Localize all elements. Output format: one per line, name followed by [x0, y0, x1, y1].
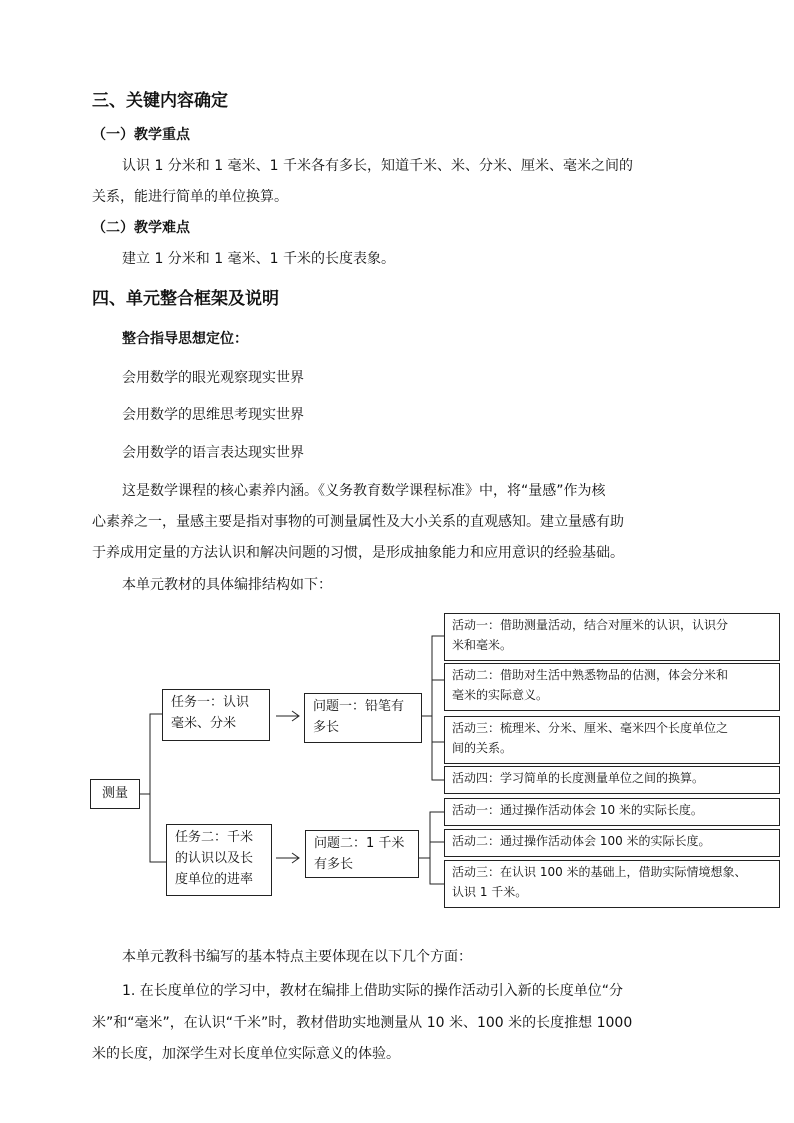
task1-activity1-line2: 米和毫米。 — [452, 638, 513, 652]
task2-activity2-line1: 活动二：通过操作活动体会 100 米的实际长度。 — [452, 834, 711, 848]
guide-title: 整合指导思想定位： — [122, 331, 248, 347]
task2-activity3-box — [444, 860, 780, 908]
task2-activity3-line1: 活动三：在认识 100 米的基础上，借助实际情境想象、 — [452, 865, 747, 879]
question2-box — [305, 830, 419, 878]
root-box-measurement — [90, 779, 140, 809]
task1-activity3-line2: 间的关系。 — [452, 741, 513, 755]
difficulty-text: 建立 1 分米和 1 毫米、1 千米的长度表象。 — [122, 251, 395, 267]
task2-label-line1: 任务二：千米 — [175, 830, 254, 845]
question1-label-line2: 多长 — [313, 720, 340, 735]
section3-heading: 三、关键内容确定 — [92, 91, 228, 111]
task1-activity4-line1: 活动四：学习简单的长度测量单位之间的换算。 — [452, 771, 705, 785]
task2-activity3-line2: 认识 1 千米。 — [452, 885, 528, 899]
task1-activity3-line1: 活动三：梳理米、分米、厘米、毫米四个长度单位之 — [452, 721, 729, 735]
task2-activity2-box — [444, 829, 780, 857]
task1-activity2-line2: 毫米的实际意义。 — [452, 688, 549, 702]
feature1-line2: 米”和“毫米”，在认识“千米”时，教材借助实地测量从 10 米、100 米的长度推想 1000 — [92, 1015, 633, 1031]
task1-activity1-line1: 活动一：借助测量活动，结合对厘米的认识，认识分 — [452, 618, 729, 632]
arrow-task1 — [276, 711, 299, 721]
bracket-q1 — [422, 636, 444, 780]
question1-box — [304, 693, 422, 743]
core-literacy-text-line1: 这是数学课程的核心素养内涵。《义务教育数学课程标准》中，将“量感”作为核 — [122, 483, 606, 499]
guide-item: 会用数学的眼光观察现实世界 — [122, 370, 304, 386]
task2-box — [166, 824, 272, 896]
key-points-subheading: （一）教学重点 — [92, 127, 190, 143]
guide-item: 会用数学的思维思考现实世界 — [122, 407, 304, 423]
task1-activity4-box — [444, 766, 780, 794]
feature1-line1: 1. 在长度单位的学习中，教材在编排上借助实际的操作活动引入新的长度单位“分 — [122, 983, 624, 999]
task1-box — [162, 689, 270, 741]
guide-item: 会用数学的语言表达现实世界 — [122, 445, 304, 461]
root-label: 测量 — [101, 786, 128, 801]
task1-label-line2: 毫米、分米 — [171, 716, 237, 731]
section4-heading: 四、单元整合框架及说明 — [92, 289, 279, 309]
features-intro: 本单元教科书编写的基本特点主要体现在以下几个方面： — [122, 949, 472, 965]
task1-label-line1: 任务一：认识 — [171, 695, 250, 710]
core-literacy-text-line3: 于养成用定量的方法认识和解决问题的习惯，是形成抽象能力和应用意识的经验基础。 — [92, 545, 624, 561]
task2-activity1-box — [444, 798, 780, 826]
question2-label-line2: 有多长 — [314, 857, 354, 872]
task2-activity1-line1: 活动一：通过操作活动体会 10 米的实际长度。 — [452, 803, 703, 817]
task1-activity2-box — [444, 663, 780, 711]
task1-activity3-box — [444, 716, 780, 764]
task2-label-line2: 的认识以及长 — [175, 851, 254, 866]
core-literacy-text-line2: 心素养之一，量感主要是指对事物的可测量属性及大小关系的直观感知。建立量感有助 — [92, 514, 624, 530]
arrow-task2 — [276, 853, 299, 863]
task1-activity2-line1: 活动二：借助对生活中熟悉物品的估测，体会分米和 — [452, 668, 729, 682]
difficulty-subheading: （二）教学难点 — [92, 220, 190, 236]
question1-label-line1: 问题一：铅笔有 — [313, 699, 405, 714]
task2-label-line3: 度单位的进率 — [175, 872, 254, 887]
key-points-text-line1: 认识 1 分米和 1 毫米、1 千米各有多长，知道千米、米、分米、厘米、毫米之间的 — [122, 158, 633, 174]
bracket-q2 — [418, 812, 444, 884]
task1-activity1-box — [444, 613, 780, 661]
structure-intro: 本单元教材的具体编排结构如下： — [122, 577, 332, 593]
key-points-text-line2: 关系，能进行简单的单位换算。 — [92, 189, 288, 205]
feature1-line3: 米的长度，加深学生对长度单位实际意义的体验。 — [92, 1046, 400, 1062]
question2-label-line1: 问题二：1 千米 — [314, 836, 405, 851]
